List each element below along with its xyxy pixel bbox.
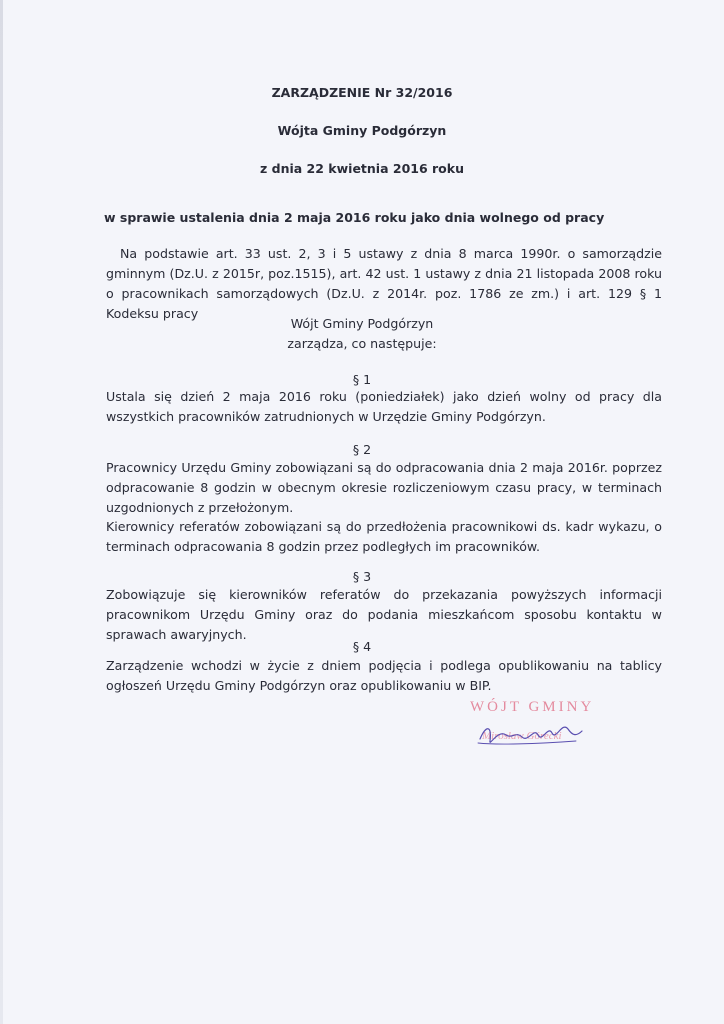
section-3-heading: § 3	[352, 569, 372, 584]
section-2-heading: § 2	[352, 442, 372, 457]
section-1-text: Ustala się dzień 2 maja 2016 roku (poniedziałek) jako dzień wolny od pracy dla wszystkich pracowników zatrudnionych w Urzędzie Gminy Podgórzyn.	[106, 389, 662, 424]
decree-intro-line: zarządza, co następuje:	[287, 336, 437, 351]
page-edge-shadow	[0, 0, 3, 1024]
section-2-text-continued: Kierownicy referatów zobowiązani są do przedłożenia pracownikowi ds. kadr wykazu, o terminach odpracowania 8 godzin przez podległych im pracowników.	[106, 519, 662, 554]
section-3-text: Zobowiązuje się kierowników referatów do przekazania powyższych informacji pracownikom Urzędu Gminy oraz do podania mieszkańcom sposobu kontaktu w sprawach awaryjnych.	[106, 587, 662, 642]
section-2-text: Pracownicy Urzędu Gminy zobowiązani są do odpracowania dnia 2 maja 2016r. poprzez odpracowanie 8 godzin w obecnym okresie rozliczeniowym czasu pracy, w terminach uzgodnionych z przełożonym.	[106, 460, 662, 515]
document-title: ZARZĄDZENIE Nr 32/2016	[271, 85, 453, 100]
section-4-heading: § 4	[352, 639, 372, 654]
official-stamp-name: Mirosław Górecki	[482, 730, 562, 742]
section-4-text: Zarządzenie wchodzi w życie z dniem podjęcia i podlega opublikowaniu na tablicy ogłoszeń Urzędu Gminy Podgórzyn oraz opublikowaniu w BIP.	[106, 658, 662, 693]
official-stamp-title: WÓJT GMINY	[470, 699, 595, 715]
handwritten-signature	[476, 717, 586, 751]
decree-issuer-line: Wójt Gminy Podgórzyn	[290, 316, 434, 331]
section-1-heading: § 1	[352, 372, 372, 387]
legal-basis-paragraph: Na podstawie art. 33 ust. 2, 3 i 5 ustawy z dnia 8 marca 1990r. o samorządzie gminnym (Dz.U. z 2015r, poz.1515), art. 42 ust. 1 ustawy z dnia 21 listopada 2008 roku o pracownikach samorządowych (Dz.U. z 2014r. poz. 1786 ze zm.) i art. 129 § 1 Kodeksu pracy	[106, 246, 662, 321]
document-date: z dnia 22 kwietnia 2016 roku	[260, 161, 464, 176]
document-issuer: Wójta Gminy Podgórzyn	[277, 123, 447, 138]
document-subject: w sprawie ustalenia dnia 2 maja 2016 roku jako dnia wolnego od pracy	[104, 210, 605, 225]
